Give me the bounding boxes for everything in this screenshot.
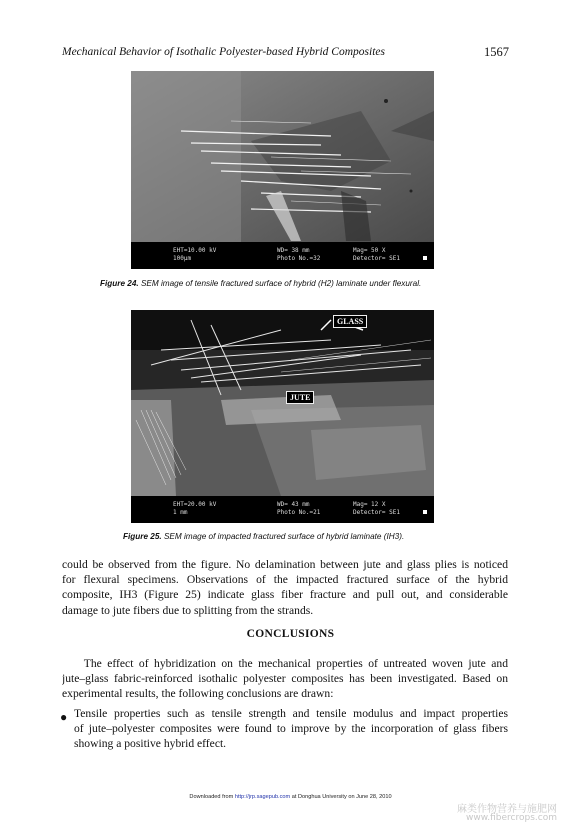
wd-readout: WD= 38 mm — [277, 247, 310, 254]
eht-readout: EHT=20.00 kV — [173, 501, 217, 508]
photo-readout: Photo No.=21 — [277, 509, 321, 516]
text-line: Tensile properties such as tensile strength and tensile modulus and impact properties — [74, 707, 508, 720]
text-line: for flexural specimens. Observations of the impacted fractured surface of the hybrid — [62, 573, 508, 587]
figure-24-caption-text: SEM image of tensile fractured surface of hybrid (H2) laminate under flexural. — [138, 279, 422, 288]
footer-link[interactable]: http://jrp.sagepub.com — [234, 794, 291, 800]
text-line: composite, IH3 (Figure 25) indicate glass fiber fracture and pull out, and considerable — [62, 588, 508, 602]
detector-readout: Detector= SE1 — [353, 255, 400, 262]
bullet-icon: ● — [60, 710, 68, 724]
figure-25-image — [131, 310, 434, 523]
text-line: experimental results, the following conclusions are drawn: — [62, 687, 334, 701]
mag-readout: Mag= 50 X — [353, 247, 386, 254]
scale-readout: 100µm — [173, 255, 192, 262]
mag-readout: Mag= 12 X — [353, 501, 386, 508]
figure-25-caption — [123, 532, 404, 541]
page-number: 1567 — [484, 45, 509, 59]
figure-24-databar — [131, 242, 434, 269]
scale-readout: 1 mm — [173, 509, 188, 516]
eht-readout: EHT=10.00 kV — [173, 247, 217, 254]
footer-suffix: at Donghua University on June 28, 2010 — [290, 794, 392, 800]
wd-readout: WD= 43 mm — [277, 501, 310, 508]
corner-marker — [423, 510, 427, 514]
figure-25-label: Figure 25. — [123, 532, 162, 541]
section-heading-conclusions: CONCLUSIONS — [246, 628, 335, 640]
running-title: Mechanical Behavior of Isothalic Polyester-based Hybrid Composites — [62, 46, 385, 58]
text-line: jute–glass fabric-reinforced isothalic polyester composites has been investigated. Based on — [62, 672, 508, 686]
text-line: showing a positive hybrid effect. — [74, 737, 227, 751]
figure-24-micrograph — [131, 71, 434, 242]
figure-25-micrograph — [131, 310, 434, 496]
figure-24-image — [131, 71, 434, 269]
figure-25-databar — [131, 496, 434, 523]
detector-readout: Detector= SE1 — [353, 509, 400, 516]
footer-prefix: Downloaded from — [189, 794, 235, 800]
figure-24-label: Figure 24. — [100, 279, 139, 288]
photo-readout: Photo No.=32 — [277, 255, 321, 262]
text-line: The effect of hybridization on the mechanical properties of untreated woven jute and — [62, 657, 508, 670]
text-line: damage to jute fibers due to splitting from the strands. — [62, 603, 314, 617]
text-line: could be observed from the figure. No delamination between jute and glass plies is noticed — [62, 558, 508, 571]
figure-25-caption-text: SEM image of impacted fractured surface of hybrid laminate (IH3). — [161, 532, 405, 541]
figure-24-caption — [100, 279, 421, 288]
jute-label: JUTE — [286, 391, 314, 404]
glass-label: GLASS — [333, 315, 367, 328]
bullet-item-1 — [74, 706, 508, 752]
body-paragraph-2 — [62, 656, 508, 702]
corner-marker — [423, 256, 427, 260]
watermark-line-1: 麻类作物营养与施肥网 — [457, 804, 557, 815]
body-paragraph-1 — [62, 557, 508, 618]
text-line: of jute–polyester composites were found to improve by the incorporation of glass fibers — [74, 722, 508, 736]
watermark-line-2: www.fibercrops.com — [466, 813, 557, 823]
